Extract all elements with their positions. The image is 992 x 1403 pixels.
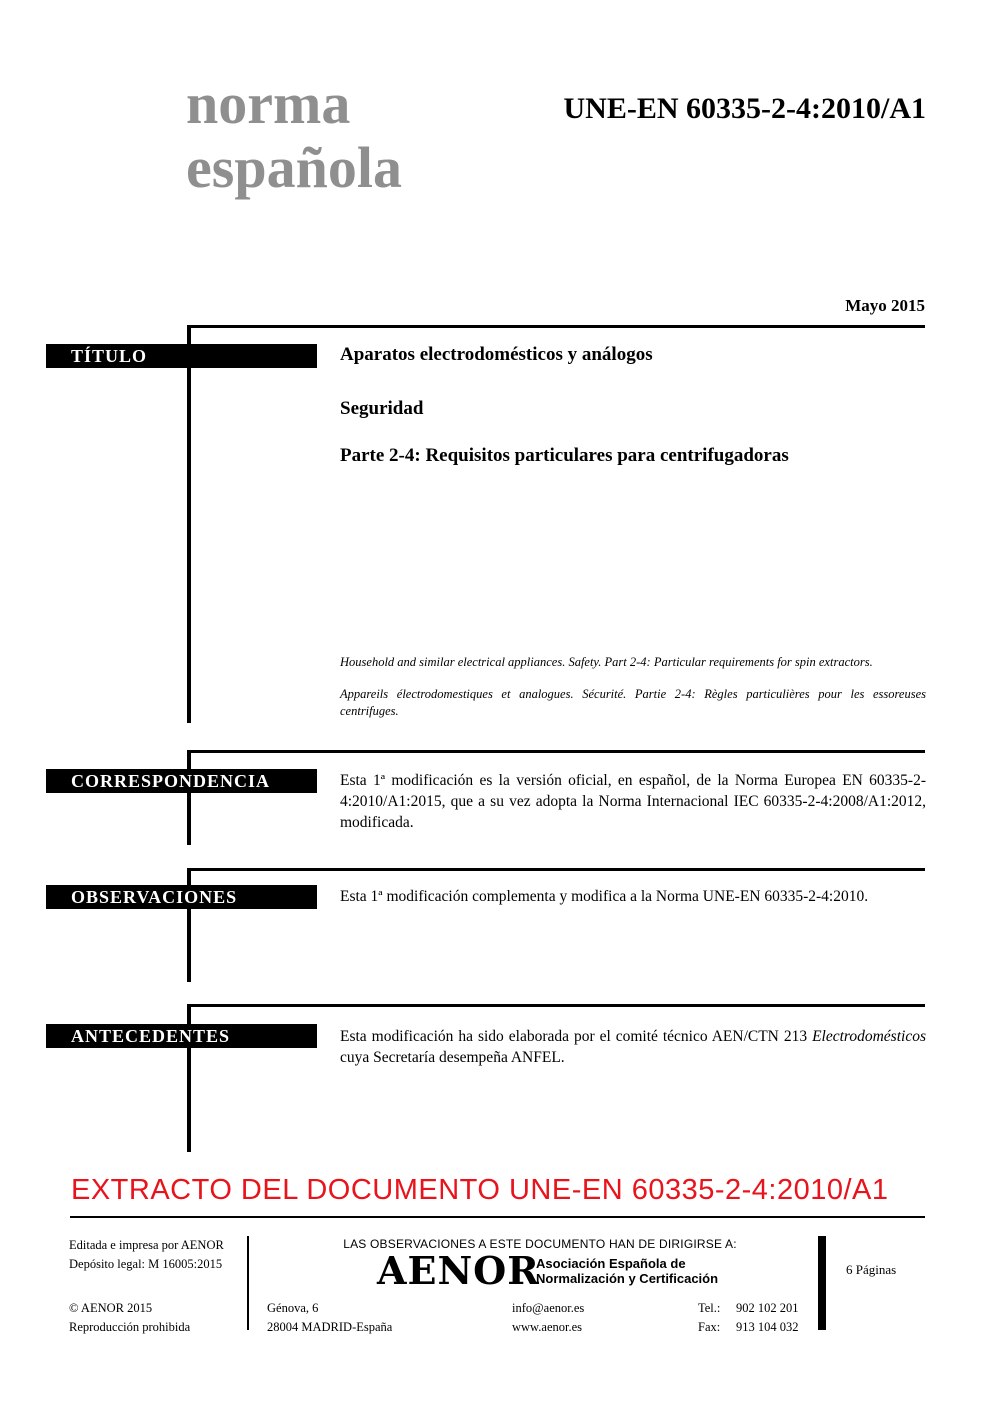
antecedentes-text-after: cuya Secretaría desempeña ANFEL. [340, 1049, 565, 1066]
footer-publisher-block [69, 1236, 249, 1274]
correspondencia-vertical-line [187, 750, 191, 845]
correspondencia-section-rule [188, 750, 925, 753]
footer-telephone [698, 1299, 799, 1318]
antecedentes-label: ANTECEDENTES [46, 1024, 317, 1048]
norma-espanola-logo [186, 72, 402, 200]
footer-city: 28004 MADRID-España [267, 1320, 393, 1334]
correspondencia-text: Esta 1ª modificación es la versión oficial, en español, de la Norma Europea EN 60335-2-4:2010/A1:2015, que a su vez adopta la Norma Internacional IEC 60335-2-4:2008/A1:2012, modificada. [340, 772, 926, 831]
extract-banner: EXTRACTO DEL DOCUMENTO UNE-EN 60335-2-4:2010/A1 [71, 1174, 889, 1206]
publication-date: Mayo 2015 [845, 296, 925, 315]
footer-observations-notice: LAS OBSERVACIONES A ESTE DOCUMENTO HAN DE DIRIGIRSE A: [343, 1237, 737, 1251]
telephone-label: Tel.: [698, 1301, 721, 1315]
antecedentes-section-rule [188, 1004, 925, 1007]
antecedentes-text-italic: Electrodomésticos [812, 1028, 926, 1045]
footer-email: info@aenor.es [512, 1301, 585, 1315]
footer-legal-deposit: Depósito legal: M 16005:2015 [69, 1257, 223, 1271]
observaciones-label: OBSERVACIONES [46, 885, 317, 909]
footer-publisher-line: Editada e impresa por AENOR [69, 1238, 224, 1252]
association-name-line-1: Asociación Española de [536, 1256, 686, 1271]
aenor-logo: AENOR [377, 1248, 540, 1293]
titulo-vertical-line [187, 325, 191, 723]
footer-copyright: © AENOR 2015 [69, 1301, 153, 1315]
footer-phone-block [698, 1299, 799, 1337]
title-translation-english: Household and similar electrical appliances. Safety. Part 2-4: Particular requirements for spin extractors. [340, 655, 873, 669]
footer-address-block [267, 1299, 392, 1337]
title-line-3: Parte 2-4: Requisitos particulares para centrifugadoras [340, 445, 789, 466]
titulo-label: TÍTULO [46, 344, 317, 368]
footer-copyright-block [69, 1299, 249, 1337]
fax-label: Fax: [698, 1320, 721, 1334]
footer-street: Génova, 6 [267, 1301, 319, 1315]
footer-fax [698, 1318, 799, 1337]
observaciones-section-rule [188, 868, 925, 871]
document-number: UNE-EN 60335-2-4:2010/A1 [563, 92, 926, 125]
title-line-1: Aparatos electrodomésticos y análogos [340, 344, 653, 365]
telephone-number: 902 102 201 [736, 1301, 799, 1315]
footer-reproduction-notice: Reproducción prohibida [69, 1320, 191, 1334]
footer-contact-block [512, 1299, 584, 1337]
aenor-association-name [536, 1256, 718, 1286]
page-count: 6 Páginas [846, 1262, 897, 1277]
title-line-2: Seguridad [340, 398, 424, 419]
logo-line-1: norma [186, 71, 351, 136]
footer-thin-divider [247, 1236, 249, 1330]
antecedentes-text [340, 1026, 926, 1068]
fax-number: 913 104 032 [736, 1320, 799, 1334]
titulo-section-rule [188, 325, 925, 328]
correspondencia-label: CORRESPONDENCIA [46, 769, 317, 793]
logo-line-2: española [186, 135, 402, 200]
footer-website: www.aenor.es [512, 1320, 583, 1334]
footer-top-rule [70, 1216, 925, 1218]
association-name-line-2: Normalización y Certificación [536, 1271, 719, 1286]
antecedentes-text-before: Esta modificación ha sido elaborada por el comité técnico AEN/CTN 213 [340, 1028, 808, 1045]
title-translation-french: Appareils électrodomestiques et analogues. Sécurité. Partie 2-4: Règles particulières pour les essoreuses centrifuges. [340, 687, 926, 718]
footer-thick-divider [818, 1236, 826, 1330]
observaciones-text: Esta 1ª modificación complementa y modifica a la Norma UNE-EN 60335-2-4:2010. [340, 888, 869, 905]
